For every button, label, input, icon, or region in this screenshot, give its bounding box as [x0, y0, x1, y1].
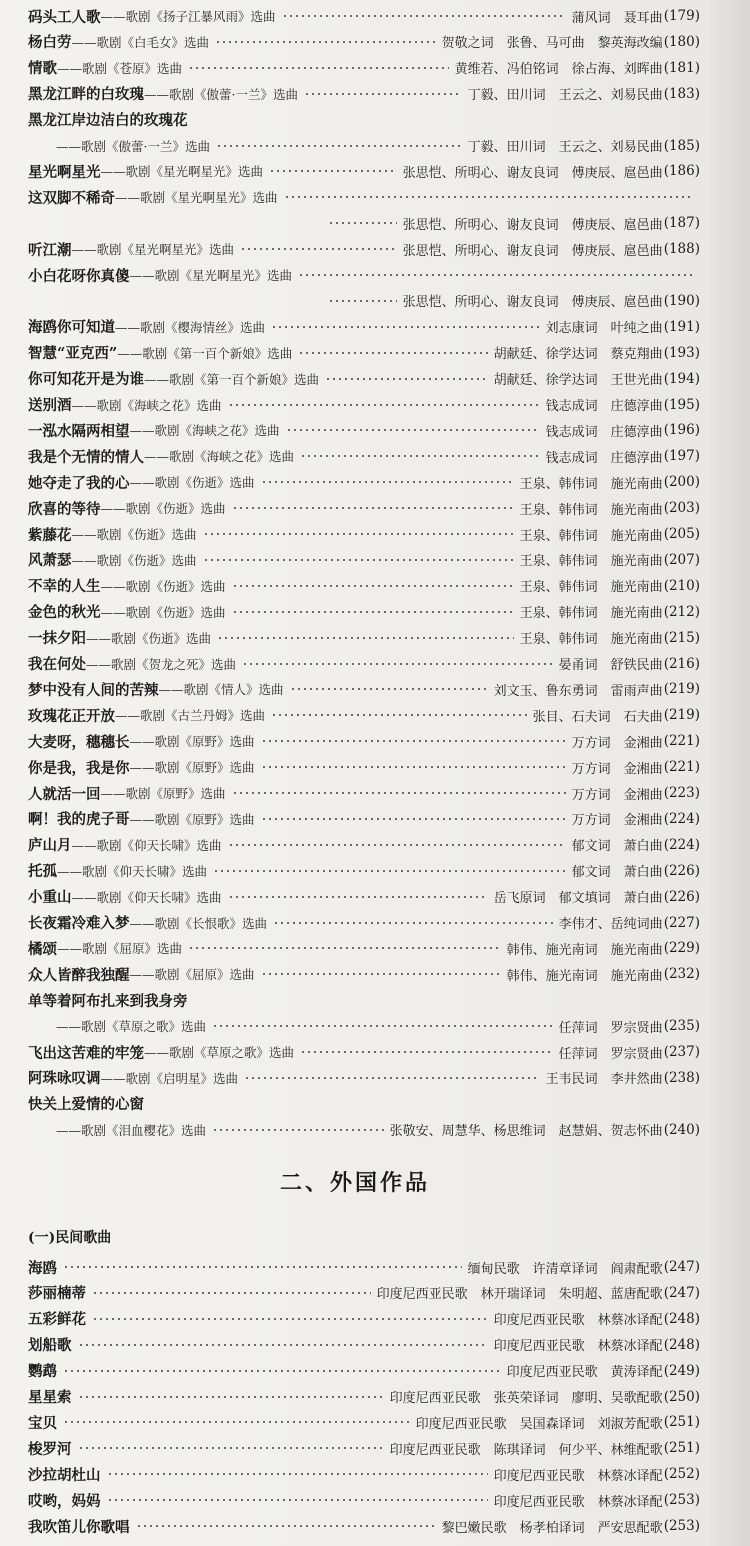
dot-leader: [284, 195, 694, 199]
toc-entry: [28, 728, 700, 754]
dot-leader: [215, 40, 436, 44]
toc-entry: [28, 625, 700, 651]
entry-credits: 黄维若、冯伯铭词 徐占海、刘晖曲: [454, 62, 663, 78]
page-number: (238): [663, 1069, 700, 1086]
entry-title: 紫藤花: [28, 526, 72, 544]
entry-credits: 万方词 金湘曲: [571, 761, 663, 777]
page-number: (252): [663, 1466, 700, 1483]
entry-title: 海鸥你可知道: [28, 319, 115, 337]
entry-title: 送别酒: [28, 397, 72, 414]
dot-leader: [269, 169, 397, 173]
dot-leader: [78, 1395, 384, 1399]
entry-title: 大麦呀，穗穗长: [28, 733, 130, 751]
entry-credits: 韩伟、施光南词 施光南曲: [506, 968, 663, 984]
toc-entry: [28, 1306, 700, 1332]
entry-credits: 万方词 金湘曲: [571, 813, 663, 829]
toc-entry: [28, 780, 700, 806]
dot-leader: [136, 1524, 436, 1528]
subsection-title: (一)民间歌曲: [28, 1230, 112, 1246]
entry-credits: 张思恺、所明心、谢友良词 傅庚辰、扈邑曲: [402, 217, 663, 233]
dot-leader: [290, 687, 488, 691]
page-number: (248): [663, 1336, 700, 1353]
entry-credits: 刘文玉、鲁东勇词 雷雨声曲: [493, 683, 663, 699]
page-number: (219): [663, 707, 700, 724]
dot-leader: [328, 299, 397, 303]
entry-title: 沙拉胡杜山: [28, 1466, 101, 1484]
entry-source: ——歌剧《海峡之花》选曲: [71, 397, 222, 413]
dot-leader: [188, 66, 449, 70]
entry-credits: 印度尼西亚民歌 林开瑞译词 朱明超、蓝唐配歌: [376, 1287, 663, 1303]
page-number: (180): [663, 33, 700, 50]
entry-credits: 钱志成词 庄德淳曲: [545, 450, 663, 466]
entry-credits: 郁文词 萧白曲: [571, 865, 663, 881]
toc-entry: [28, 1039, 700, 1065]
page-number: (207): [663, 551, 700, 568]
entry-credits: 王韦民词 李井然曲: [545, 1072, 663, 1088]
entry-title: 不幸的人生: [28, 578, 101, 596]
page-number: (251): [663, 1440, 700, 1457]
entry-title: 一抹夕阳: [28, 630, 86, 648]
page-number: (237): [663, 1044, 700, 1060]
entry-source: ——歌剧《傲蕾·一兰》选曲: [144, 86, 298, 102]
entry-title: 人就活一回: [28, 785, 101, 803]
page-number: (179): [663, 8, 700, 24]
entry-source: ——歌剧《草原之歌》选曲: [144, 1045, 295, 1060]
toc-entry: [28, 29, 700, 55]
page-number: (195): [663, 396, 700, 413]
dot-leader: [232, 791, 566, 795]
toc-entry: [28, 1091, 700, 1117]
entry-credits: 王泉、韩伟词 施光南曲: [519, 502, 663, 518]
page-number: (221): [663, 759, 700, 776]
page-number: (200): [663, 474, 700, 491]
entry-credits: 任萍词 罗宗贤曲: [558, 1020, 663, 1036]
toc-entry: [28, 961, 700, 987]
dot-leader: [213, 869, 566, 873]
entry-title: 众人皆醉我独醒: [28, 966, 130, 984]
entry-credits: 张思恺、所明心、谢友良词 傅庚辰、扈邑曲: [402, 295, 663, 311]
dot-leader: [216, 144, 462, 148]
toc-entry: [28, 495, 700, 521]
dot-leader: [328, 221, 397, 225]
entry-title: 星星索: [28, 1389, 72, 1406]
entry-title: 宝贝: [28, 1414, 57, 1432]
section-title: 二、外国作品: [279, 1170, 430, 1196]
entry-credits: 晏甬词 舒铁民曲: [558, 658, 663, 673]
dot-leader: [63, 1420, 410, 1424]
page-number: (226): [663, 888, 700, 905]
toc-entry: [28, 3, 700, 29]
entry-credits: 印度尼西亚民歌 林蔡冰译配: [493, 1313, 663, 1329]
entry-title: 小白花呀你真傻: [28, 267, 130, 285]
dot-leader: [92, 1317, 488, 1321]
entry-source: ——歌剧《草原之歌》选曲: [56, 1019, 207, 1035]
entry-title: 小重山: [28, 889, 72, 907]
entry-title: 我吹笛儿你歌唱: [28, 1518, 130, 1536]
entry-credits: 印度尼西亚民歌 林蔡冰译配: [493, 1339, 663, 1355]
entry-source: ——歌剧《第一百个新娘》选曲: [144, 371, 320, 387]
toc-entry: [28, 133, 700, 159]
toc-entry: [28, 1117, 700, 1143]
toc-entry: [28, 184, 700, 210]
entry-credits: 胡献廷、徐学达词 蔡克翔曲: [493, 347, 663, 363]
entry-source: ——歌剧《长恨歌》选曲: [129, 915, 268, 931]
entry-source: ——歌剧《仰天长啸》选曲: [71, 837, 222, 853]
toc-entry: [28, 651, 700, 677]
dot-leader: [286, 428, 540, 432]
page-number: (221): [663, 733, 700, 750]
toc-entry: [28, 417, 700, 443]
entry-title: 快关上爱情的心窗: [28, 1096, 144, 1114]
entry-title: 划船歌: [28, 1337, 72, 1355]
entry-credits: 印度尼西亚民歌 林蔡冰译配: [493, 1468, 663, 1484]
entry-source: ——歌剧《星光啊星光》选曲: [115, 190, 278, 206]
entry-title: 单等着阿布扎来到我身旁: [28, 992, 188, 1010]
dot-leader: [217, 636, 514, 640]
page-number: (227): [663, 914, 700, 931]
entry-credits: 贺敬之词 张鲁、马可曲 黎英海改编: [441, 36, 663, 52]
page-number: (194): [663, 370, 700, 387]
page-number: (224): [663, 836, 700, 853]
toc-entry: [28, 754, 700, 780]
toc-entry: [28, 340, 700, 366]
dot-leader: [261, 739, 566, 743]
page-number: (232): [663, 966, 700, 983]
entry-title: 橘颂: [28, 940, 57, 958]
page-number: (212): [663, 603, 700, 620]
entry-title: 哎哟，妈妈: [28, 1492, 101, 1510]
page-number: (196): [663, 422, 700, 439]
toc-entry: [28, 910, 700, 936]
toc-entry: [28, 236, 700, 262]
page-number: (240): [663, 1121, 700, 1138]
entry-credits: 王泉、韩伟词 施光南曲: [519, 632, 663, 648]
toc-entry: [28, 832, 700, 858]
toc-entry: [28, 1332, 700, 1358]
entry-source: ——歌剧《原野》选曲: [129, 734, 255, 750]
entry-credits: 张目、石夫词 石夫曲: [532, 709, 663, 725]
entry-title: 阿珠咏叹调: [28, 1070, 101, 1088]
entry-title: 飞出这苦难的牢笼: [28, 1044, 144, 1062]
entry-source: ——歌剧《海峡之花》选曲: [129, 423, 280, 439]
page-number: (224): [663, 810, 700, 827]
entry-credits: 岳飞原词 郁文填词 萧白曲: [493, 891, 663, 907]
entry-credits: 万方词 金湘曲: [571, 787, 663, 803]
dot-leader: [273, 921, 553, 925]
entry-source: ——歌剧《伤逝》选曲: [86, 630, 212, 646]
dot-leader: [228, 895, 488, 899]
entry-source: ——歌剧《屈原》选曲: [57, 941, 183, 957]
entry-credits: 刘志康词 叶纯之曲: [545, 321, 663, 337]
page-number: (226): [663, 862, 700, 879]
page-number: (253): [663, 1492, 700, 1509]
toc-entry: [28, 599, 700, 625]
entry-title: 黑龙江岸边洁白的玫瑰花: [28, 112, 188, 130]
entry-source: ——歌剧《原野》选曲: [100, 786, 226, 801]
dot-leader: [300, 454, 540, 458]
toc-entry: [28, 443, 700, 469]
entry-source: ——歌剧《情人》选曲: [158, 682, 284, 698]
entry-source: ——歌剧《星光啊星光》选曲: [100, 164, 264, 180]
entry-source: ——歌剧《仰天长啸》选曲: [71, 889, 222, 905]
entry-source: ——歌剧《樱海情丝》选曲: [115, 319, 266, 335]
entry-title: 码头工人歌: [28, 8, 101, 26]
page-number: (188): [663, 241, 700, 258]
page-number: (183): [663, 85, 700, 102]
page-number: (193): [663, 344, 700, 361]
toc-entry: [28, 288, 700, 314]
entry-credits: 王泉、韩伟词 施光南曲: [519, 554, 663, 570]
page-number: (191): [663, 318, 700, 335]
entry-credits: 印度尼西亚民歌 陈琪译词 何少平、林维配歌: [389, 1442, 663, 1458]
dot-leader: [63, 1265, 462, 1269]
toc-entry: [28, 573, 700, 599]
toc-entry: [28, 210, 700, 236]
entry-credits: 任萍词 罗宗贤曲: [558, 1046, 663, 1062]
page-number: (248): [663, 1310, 700, 1327]
dot-leader: [232, 610, 514, 614]
entry-title: 长夜霜冷难入梦: [28, 915, 130, 932]
entry-credits: 黎巴嫩民歌 杨孝柏译词 严安思配歌: [441, 1520, 663, 1536]
page-number: (247): [663, 1259, 700, 1275]
entry-source: ——歌剧《星光啊星光》选曲: [129, 268, 293, 283]
dot-leader: [92, 1291, 371, 1295]
entry-title: 黑龙江畔的白玫瑰: [28, 86, 144, 104]
entry-source: ——歌剧《扬子江暴风雨》选曲: [100, 9, 276, 24]
entry-title: 金色的秋光: [28, 604, 101, 622]
dot-leader: [203, 532, 514, 536]
page-number: (235): [663, 1018, 700, 1035]
entry-source: ——歌剧《屈原》选曲: [129, 967, 255, 983]
entry-title: 她夺走了我的心: [28, 474, 130, 492]
entry-credits: 张思恺、所明心、谢友良词 傅庚辰、扈邑曲: [402, 165, 663, 181]
entry-credits: 王泉、韩伟词 施光南曲: [519, 606, 663, 622]
dot-leader: [261, 972, 501, 976]
entry-title: 一泓水隔两相望: [28, 422, 130, 440]
dot-leader: [107, 1472, 488, 1476]
entry-credits: 缅甸民歌 许清章译词 阎肃配歌: [467, 1261, 663, 1277]
entry-source: ——歌剧《伤逝》选曲: [71, 552, 197, 568]
entry-credits: 万方词 金湘曲: [571, 735, 663, 751]
entry-credits: 郁文词 萧白曲: [571, 839, 663, 855]
toc-entry: [28, 314, 700, 340]
entry-title: 情歌: [28, 60, 57, 78]
toc-entry: [28, 107, 700, 133]
toc-entry: [28, 935, 700, 961]
page-number: (203): [663, 500, 700, 517]
dot-leader: [282, 14, 566, 18]
dot-leader: [212, 1024, 553, 1028]
entry-title: 星光啊星光: [28, 163, 101, 181]
entry-source: ——歌剧《傲蕾·一兰》选曲: [56, 138, 210, 154]
entry-credits: 韩伟、施光南词 施光南曲: [506, 942, 663, 958]
entry-source: ——歌剧《原野》选曲: [129, 760, 255, 776]
entry-source: ——歌剧《贺龙之死》选曲: [86, 656, 237, 672]
toc-entry: [28, 547, 700, 573]
dot-leader: [271, 713, 527, 717]
toc-entry: [28, 1461, 700, 1487]
page-number: (185): [663, 137, 700, 154]
entry-title: 智慧“亚克西”: [28, 345, 118, 363]
dot-leader: [261, 817, 566, 821]
dot-leader: [240, 247, 397, 251]
entry-credits: 印度尼西亚民歌 林蔡冰译配: [493, 1494, 663, 1510]
entry-source: ——歌剧《苍原》选曲: [57, 60, 183, 76]
entry-credits: 钱志成词 庄德淳曲: [545, 399, 663, 414]
entry-credits: 张思恺、所明心、谢友良词 傅庚辰、扈邑曲: [402, 243, 663, 259]
entry-title: 鹦鹉: [28, 1363, 57, 1381]
page-number: (253): [663, 1518, 700, 1534]
entry-title: 你可知花开是为谁: [28, 371, 144, 389]
page-number: (251): [663, 1414, 700, 1431]
toc-entry: [28, 366, 700, 392]
entry-title: 杨白劳: [28, 34, 72, 52]
entry-source: ——歌剧《第一百个新娘》选曲: [117, 345, 293, 361]
dot-leader: [304, 92, 462, 96]
entry-credits: 印度尼西亚民歌 吴国森译词 刘淑芳配歌: [415, 1416, 663, 1432]
toc-entry: [28, 521, 700, 547]
entry-credits: 印度尼西亚民歌 张英荣译词 廖明、吴歌配歌: [389, 1391, 663, 1406]
dot-leader: [107, 1498, 488, 1502]
entry-title: 五彩鲜花: [28, 1311, 86, 1329]
toc-entry: [28, 1384, 700, 1410]
entry-title: 莎丽楠蒂: [28, 1285, 86, 1303]
page-number: (250): [663, 1388, 700, 1405]
dot-leader: [300, 1050, 553, 1054]
entry-title: 玫瑰花正开放: [28, 707, 115, 725]
toc-entry: [28, 1280, 700, 1306]
page-number: (249): [663, 1362, 700, 1379]
toc-entry: [28, 392, 700, 418]
toc-entry: [28, 806, 700, 832]
dot-leader: [63, 1369, 501, 1373]
entry-credits: 钱志成词 庄德淳曲: [545, 424, 663, 440]
entry-credits: 胡献廷、徐学达词 王世光曲: [493, 373, 663, 389]
toc-entry: [28, 676, 700, 702]
toc-entry: [28, 1254, 700, 1280]
entry-source: ——歌剧《古兰丹姆》选曲: [115, 708, 266, 724]
entry-source: ——歌剧《伤逝》选曲: [100, 578, 226, 594]
toc-entry: [28, 1409, 700, 1435]
dot-leader: [261, 480, 514, 484]
page-number: (229): [663, 940, 700, 957]
page-number: (210): [663, 577, 700, 594]
dot-leader: [228, 403, 540, 407]
entry-source: ——歌剧《白毛女》选曲: [71, 34, 210, 50]
entry-title: 你是我，我是你: [28, 759, 130, 777]
entry-title: 听江潮: [28, 241, 72, 259]
page-number: (181): [663, 59, 700, 76]
page-number: (219): [663, 681, 700, 698]
toc-entry: [28, 1513, 700, 1539]
dot-leader: [228, 843, 566, 847]
dot-leader: [78, 1446, 384, 1450]
entry-credits: 丁毅、田川词 王云之、刘易民曲: [467, 140, 663, 155]
page-gutter-shadow: [710, 0, 750, 1546]
toc-entry: [28, 158, 700, 184]
entry-credits: 丁毅、田川词 王云之、刘易民曲: [467, 88, 663, 104]
entry-source: ——歌剧《原野》选曲: [129, 811, 255, 827]
entry-credits: 王泉、韩伟词 施光南曲: [519, 476, 663, 492]
entry-source: ——歌剧《伤逝》选曲: [129, 475, 255, 491]
dot-leader: [212, 1128, 384, 1132]
toc-entry: [28, 987, 700, 1013]
page-number: (190): [663, 292, 700, 309]
entry-credits: 王泉、韩伟词 施光南曲: [519, 580, 663, 596]
toc-entry: [28, 1065, 700, 1091]
page-number: (187): [663, 215, 700, 232]
entry-credits: 王泉、韩伟词 施光南曲: [519, 528, 663, 544]
dot-leader: [298, 273, 694, 277]
page-number: (223): [663, 785, 700, 801]
page-number: (186): [663, 163, 700, 180]
page-number: (216): [663, 655, 700, 672]
entry-source: ——歌剧《启明星》选曲: [100, 1070, 239, 1086]
entry-title: 这双脚不稀奇: [28, 189, 115, 207]
page-number: (215): [663, 629, 700, 646]
toc-entry: [28, 1435, 700, 1461]
dot-leader: [298, 351, 487, 355]
entry-credits: 张敬安、周慧华、杨思维词 赵慧娟、贺志怀曲: [389, 1124, 663, 1140]
entry-title: 我是个无情的情人: [28, 448, 144, 466]
toc-entry: [28, 1013, 700, 1039]
page-number: (197): [663, 448, 700, 465]
toc-entry: [28, 81, 700, 107]
entry-source: ——歌剧《伤逝》选曲: [100, 501, 226, 517]
entry-title: 梭罗河: [28, 1440, 72, 1458]
entry-source: ——歌剧《伤逝》选曲: [71, 527, 197, 542]
entry-credits: 李伟才、岳纯词曲: [558, 917, 663, 932]
toc-entry: [28, 858, 700, 884]
toc-entry: [28, 55, 700, 81]
dot-leader: [188, 946, 501, 950]
page-number: (247): [663, 1284, 700, 1301]
entry-source: ——歌剧《星光啊星光》选曲: [71, 242, 235, 258]
entry-title: 欣喜的等待: [28, 500, 101, 518]
entry-source: ——歌剧《泪血樱花》选曲: [56, 1122, 207, 1138]
toc-entry: [28, 884, 700, 910]
entry-title: 托孤: [28, 863, 57, 881]
entry-source: ——歌剧《仰天长啸》选曲: [57, 863, 208, 879]
page-number: (205): [663, 526, 700, 542]
dot-leader: [271, 325, 540, 329]
toc-entry: [28, 262, 700, 288]
dot-leader: [232, 584, 514, 588]
entry-title: 海鸥: [28, 1259, 57, 1277]
dot-leader: [242, 662, 553, 666]
entry-credits: 印度尼西亚民歌 黄涛译配: [506, 1365, 663, 1381]
entry-title: 啊！我的虎子哥: [28, 811, 130, 829]
toc-entry: [28, 702, 700, 728]
dot-leader: [232, 506, 514, 510]
entry-source: ——歌剧《伤逝》选曲: [100, 604, 226, 620]
dot-leader: [325, 377, 488, 381]
toc-entry: [28, 1487, 700, 1513]
dot-leader: [244, 1076, 540, 1080]
entry-source: ——歌剧《海峡之花》选曲: [144, 449, 295, 465]
toc-entry: [28, 1358, 700, 1384]
entry-title: 梦中没有人间的苦辣: [28, 681, 159, 699]
toc-entry: [28, 469, 700, 495]
entry-title: 我在何处: [28, 656, 86, 673]
entry-title: 风萧瑟: [28, 552, 72, 570]
dot-leader: [203, 558, 514, 562]
dot-leader: [261, 765, 566, 769]
dot-leader: [78, 1343, 488, 1347]
entry-title: 庐山月: [28, 837, 72, 855]
entry-credits: 蒲风词 聂耳曲: [571, 10, 663, 26]
